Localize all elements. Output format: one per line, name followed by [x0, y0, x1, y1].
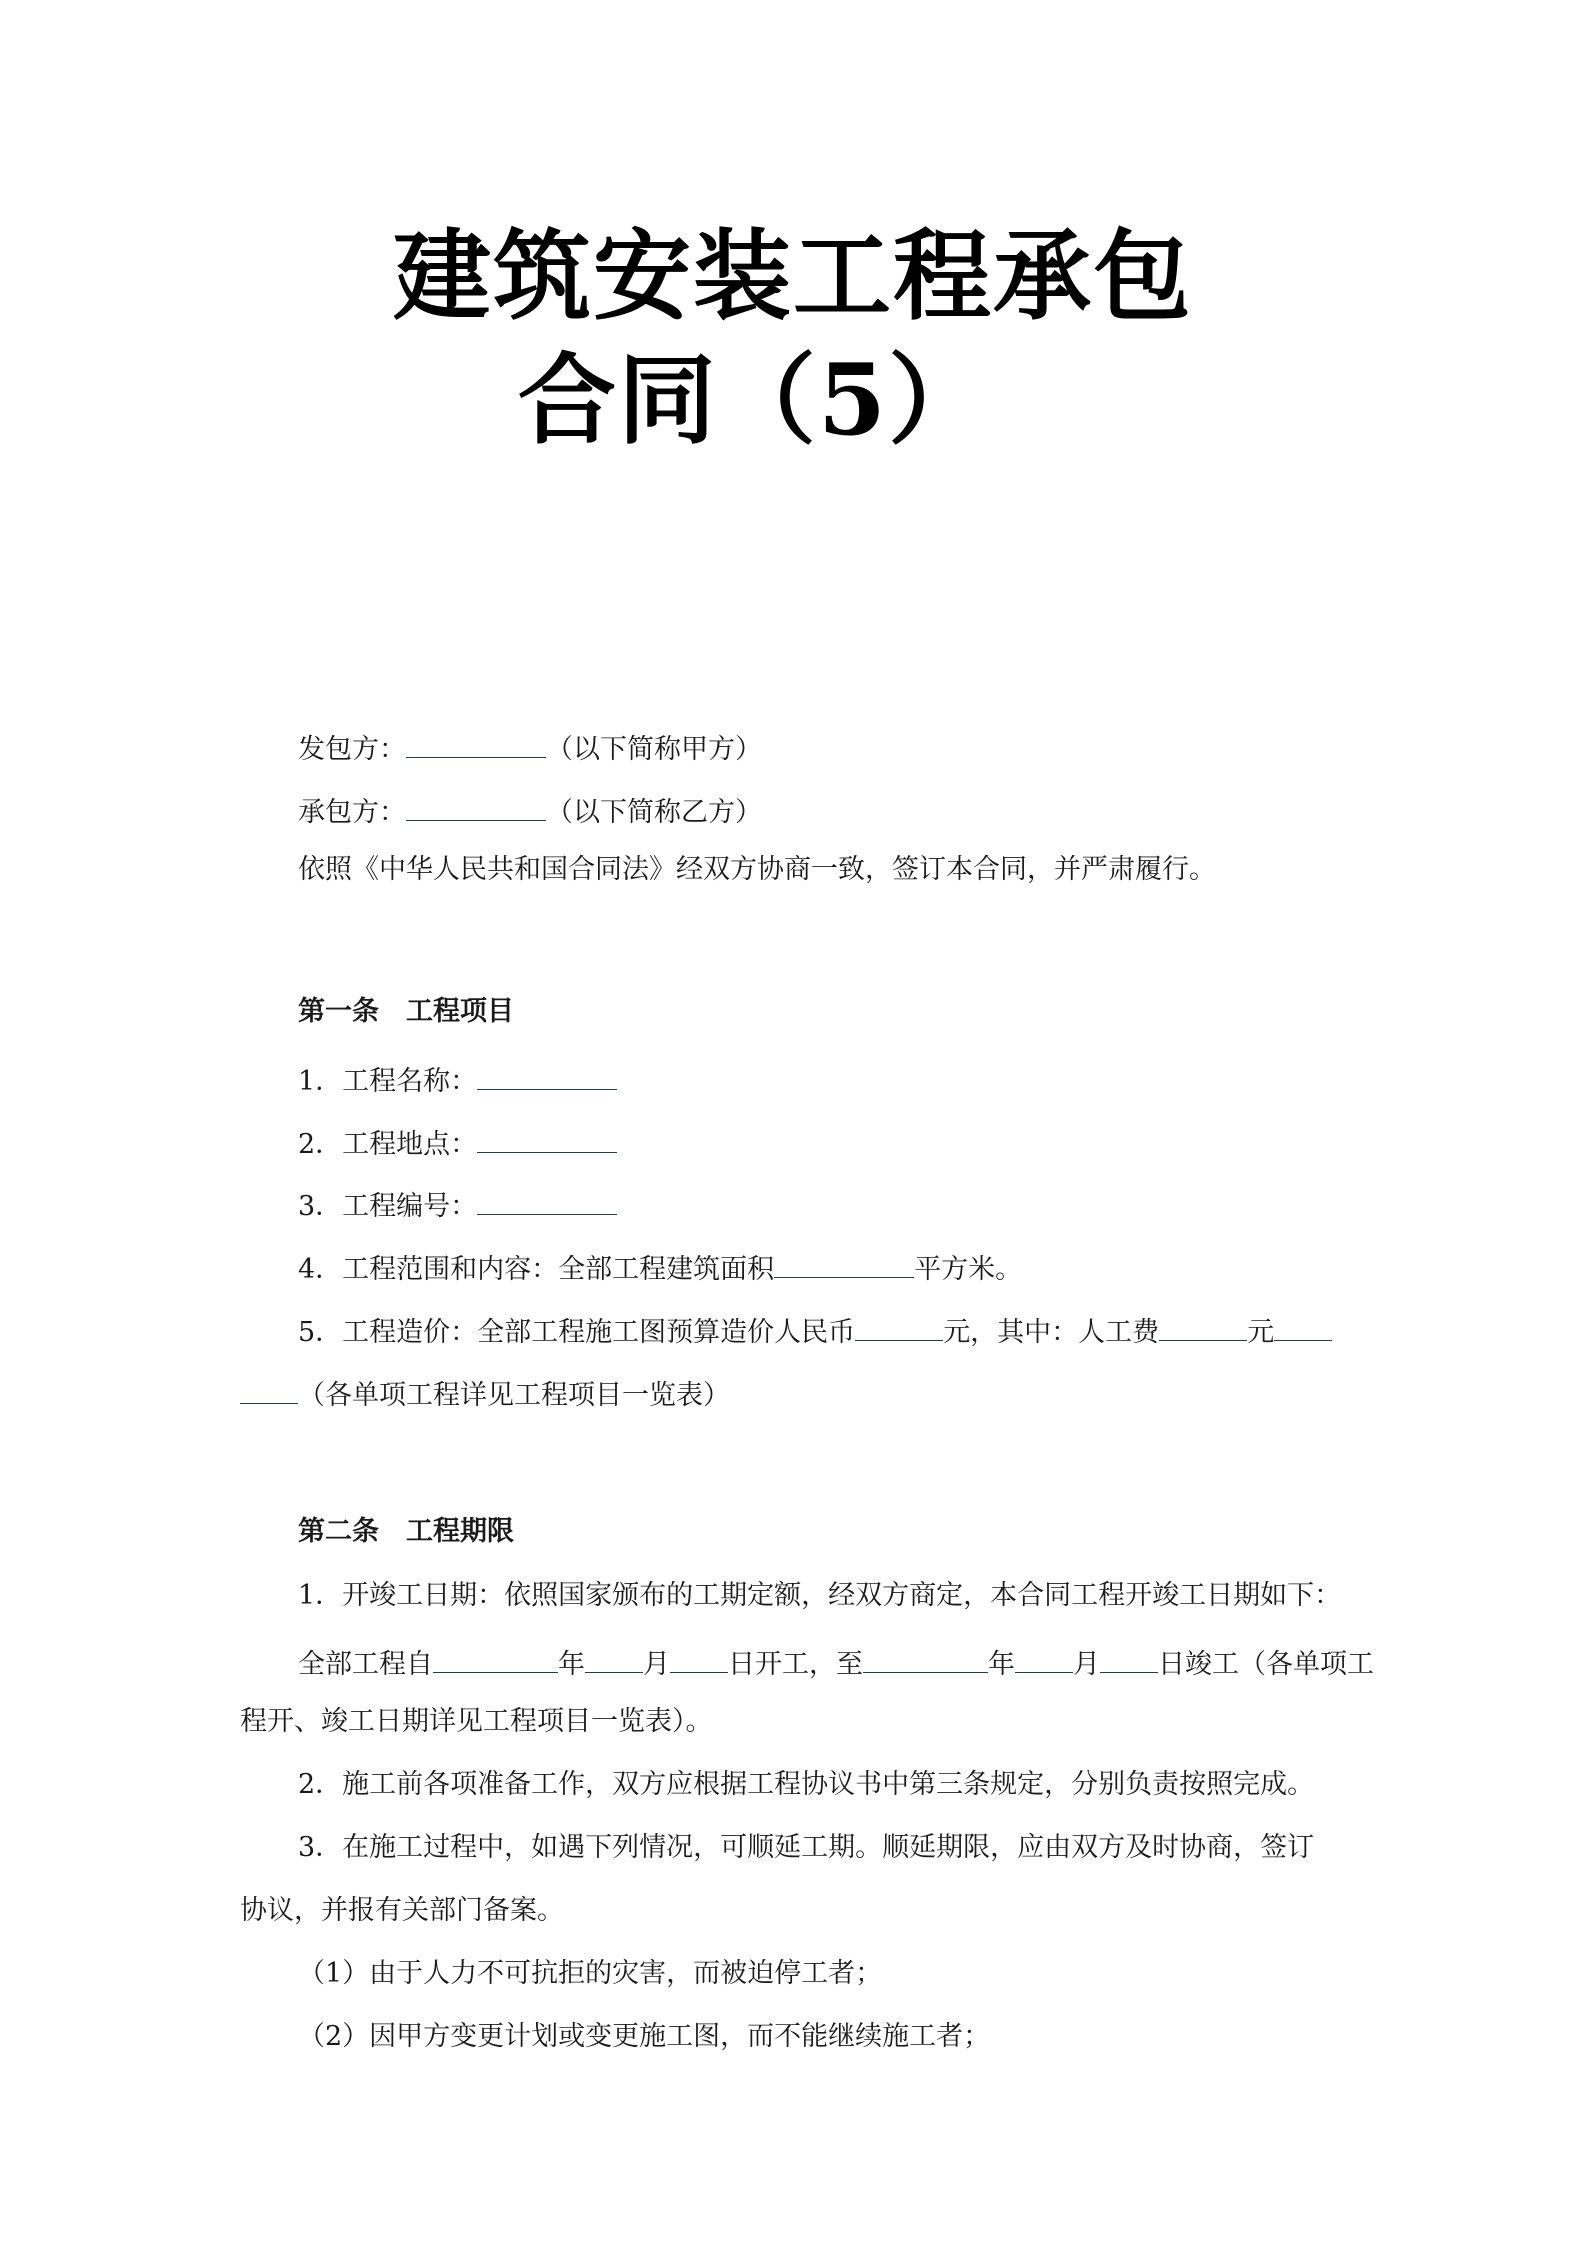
item-text: 元: [1247, 1317, 1275, 1348]
document-title-line-1: 建筑安装工程承包: [392, 219, 1193, 334]
project-location-blank[interactable]: [477, 1125, 617, 1153]
item-text: 日开工，至: [728, 1649, 863, 1680]
extra-blank[interactable]: [1274, 1313, 1332, 1341]
labor-cost-blank[interactable]: [1159, 1313, 1247, 1341]
item-label: 5．工程造价：全部工程施工图预算造价人民币: [298, 1317, 856, 1348]
total-cost-blank[interactable]: [855, 1313, 943, 1341]
item-label: 4．工程范围和内容：全部工程建筑面积: [298, 1254, 775, 1285]
article-1-item-1: [298, 1062, 617, 1095]
employer-note: （以下简称甲方）: [546, 734, 762, 765]
area-blank[interactable]: [774, 1250, 914, 1278]
article-1-item-5: [298, 1313, 1332, 1346]
employer-line: [298, 730, 762, 763]
start-day-blank[interactable]: [670, 1645, 728, 1673]
employer-blank[interactable]: [406, 730, 546, 758]
project-number-blank[interactable]: [477, 1187, 617, 1215]
month-label: 月: [643, 1649, 670, 1680]
article-2-sub-1: （1）由于人力不可抗拒的灾害，而被迫停工者；: [298, 1958, 883, 1989]
employer-label: 发包方：: [298, 734, 406, 765]
item-label: 2．工程地点：: [298, 1129, 478, 1160]
item-text: 日竣工（各单项工: [1158, 1649, 1374, 1680]
item-unit: 平方米。: [914, 1254, 1023, 1285]
article-1-item-2: [298, 1125, 617, 1158]
article-1-item-5-cont: [240, 1376, 730, 1409]
article-2-heading: 第二条 工程期限: [298, 1516, 514, 1547]
item-text: 全部工程自: [298, 1649, 433, 1680]
article-1-item-3: [298, 1187, 617, 1220]
start-year-blank[interactable]: [433, 1645, 558, 1673]
end-month-blank[interactable]: [1015, 1645, 1073, 1673]
article-2-sub-2: （2）因甲方变更计划或变更施工图，而不能继续施工者；: [298, 2021, 991, 2052]
article-2-item-1-cont: 程开、竣工日期详见工程项目一览表）。: [240, 1706, 713, 1737]
item-label: 1．工程名称：: [298, 1066, 478, 1097]
contractor-blank[interactable]: [406, 793, 546, 821]
end-day-blank[interactable]: [1100, 1645, 1158, 1673]
year-label: 年: [558, 1649, 585, 1680]
item-text: （各单项工程详见工程项目一览表）: [298, 1380, 730, 1411]
article-2-item-1-dates: [298, 1645, 1374, 1678]
contractor-line: [298, 793, 762, 826]
start-month-blank[interactable]: [585, 1645, 643, 1673]
item-label: 3．工程编号：: [298, 1191, 478, 1222]
article-2-item-1: 1．开竣工日期：依照国家颁布的工期定额，经双方商定，本合同工程开竣工日期如下：: [298, 1580, 1342, 1611]
end-year-blank[interactable]: [863, 1645, 988, 1673]
article-2-item-2: 2．施工前各项准备工作，双方应根据工程协议书中第三条规定，分别负责按照完成。: [298, 1769, 1315, 1800]
preamble: 依照《中华人民共和国合同法》经双方协商一致，签订本合同，并严肃履行。: [298, 854, 1216, 885]
article-1-item-4: [298, 1250, 1022, 1283]
project-name-blank[interactable]: [477, 1062, 617, 1090]
item-text: 元，其中：人工费: [943, 1317, 1160, 1348]
extra-blank-cont[interactable]: [240, 1376, 298, 1404]
contractor-note: （以下简称乙方）: [546, 797, 762, 828]
document-title-line-2: 合同（5）: [517, 343, 989, 458]
year-label: 年: [988, 1649, 1015, 1680]
article-1-heading: 第一条 工程项目: [298, 996, 514, 1027]
contractor-label: 承包方：: [298, 797, 406, 828]
article-2-item-3: 3．在施工过程中，如遇下列情况，可顺延工期。顺延期限，应由双方及时协商，签订: [298, 1832, 1315, 1863]
month-label: 月: [1073, 1649, 1100, 1680]
article-2-item-3-cont: 协议，并报有关部门备案。: [240, 1895, 564, 1926]
